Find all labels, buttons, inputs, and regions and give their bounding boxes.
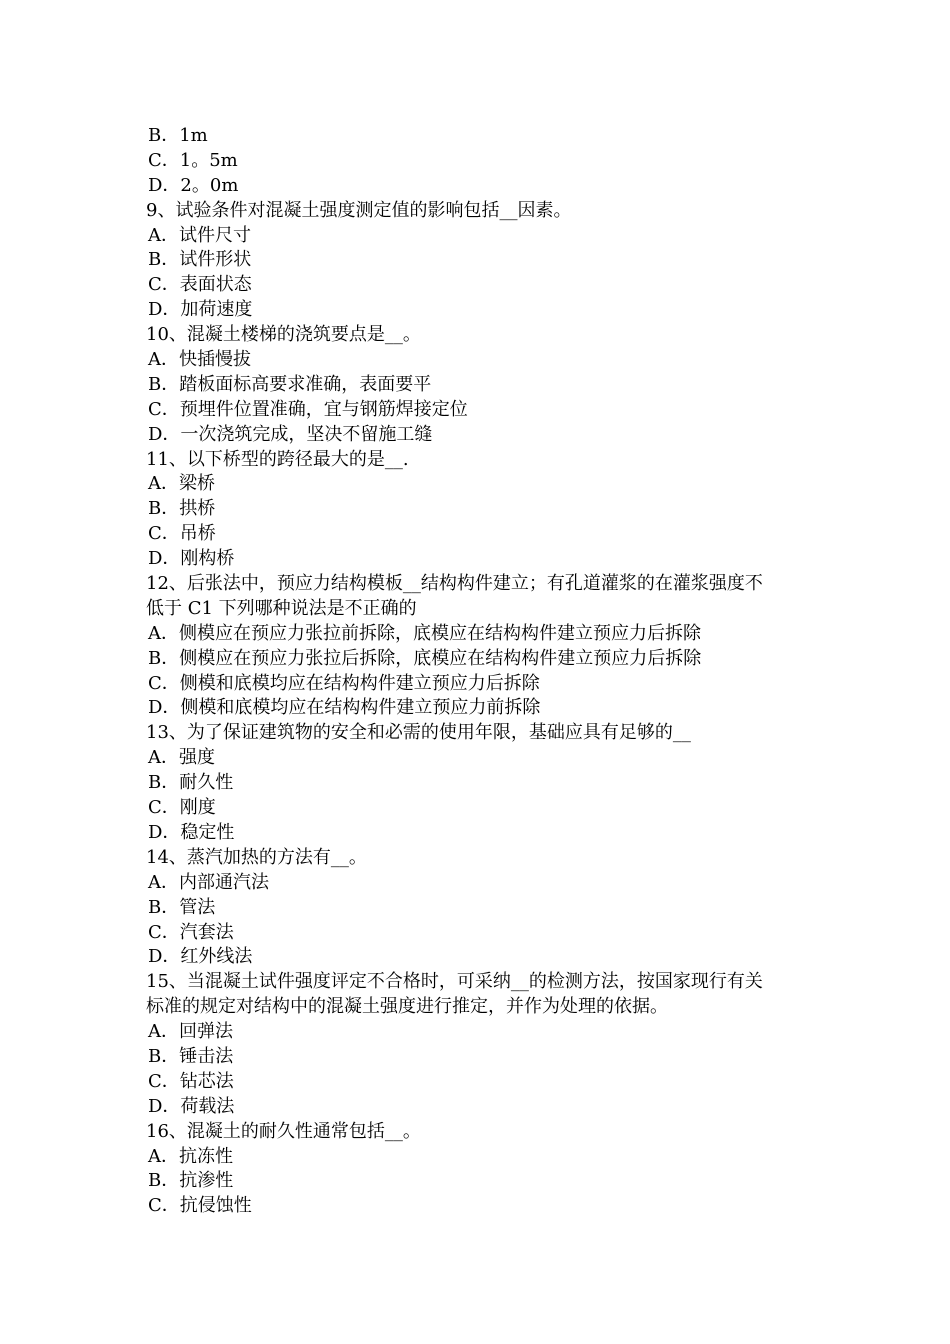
answer-option: D．红外线法 <box>148 946 253 968</box>
question-text: 10、混凝土楼梯的浇筑要点是__。 <box>146 324 421 346</box>
answer-option: B．锤击法 <box>148 1045 234 1067</box>
question-text: 14、蒸汽加热的方法有__。 <box>146 846 367 868</box>
answer-option: D．2。0m <box>148 174 239 196</box>
answer-option: A．强度 <box>148 747 215 769</box>
answer-option: B．侧模应在预应力张拉后拆除，底模应在结构构件建立预应力后拆除 <box>148 647 702 669</box>
answer-option: C．汽套法 <box>148 921 234 943</box>
answer-option: A．回弹法 <box>148 1021 233 1043</box>
answer-option: D．侧模和底模均应在结构构件建立预应力前拆除 <box>148 697 541 719</box>
answer-option: A．试件尺寸 <box>148 224 251 246</box>
answer-option: C．1。5m <box>148 149 238 171</box>
answer-option: B．抗渗性 <box>148 1170 234 1192</box>
answer-option: C．刚度 <box>148 797 216 819</box>
answer-option: A．快插慢拔 <box>148 349 251 371</box>
answer-option: B．拱桥 <box>148 498 216 520</box>
answer-option: B．试件形状 <box>148 249 252 271</box>
question-text: 11、以下桥型的跨径最大的是__. <box>146 448 409 470</box>
answer-option: A．抗冻性 <box>148 1145 233 1167</box>
answer-option: B．管法 <box>148 896 216 918</box>
answer-option: B．耐久性 <box>148 772 234 794</box>
answer-option: C．吊桥 <box>148 523 216 545</box>
question-text: 16、混凝土的耐久性通常包括__。 <box>146 1120 421 1142</box>
answer-option: B．1m <box>148 125 208 146</box>
answer-option: D．荷载法 <box>148 1095 235 1117</box>
answer-option: B．踏板面标高要求准确，表面要平 <box>148 373 432 395</box>
answer-option: C．抗侵蚀性 <box>148 1195 252 1217</box>
answer-option: D．加荷速度 <box>148 299 253 321</box>
question-text: 9、试验条件对混凝土强度测定值的影响包括__因素。 <box>146 199 572 221</box>
document-body <box>146 124 810 1219</box>
answer-option: A．梁桥 <box>148 473 215 495</box>
question-text: 12、后张法中，预应力结构模板__结构构件建立；有孔道灌浆的在灌浆强度不 <box>146 573 763 595</box>
answer-option: C．表面状态 <box>148 274 252 296</box>
question-text: 低于 C1 下列哪种说法是不正确的 <box>146 597 417 619</box>
answer-option: C．预埋件位置准确，宜与钢筋焊接定位 <box>148 398 468 420</box>
answer-option: A．侧模应在预应力张拉前拆除，底模应在结构构件建立预应力后拆除 <box>148 622 701 644</box>
question-text: 15、当混凝土试件强度评定不合格时，可采纳__的检测方法，按国家现行有关 <box>146 971 763 993</box>
answer-option: D．一次浇筑完成，坚决不留施工缝 <box>148 423 433 445</box>
answer-option: C．钻芯法 <box>148 1070 234 1092</box>
question-text: 13、为了保证建筑物的安全和必需的使用年限，基础应具有足够的__ <box>146 722 691 744</box>
answer-option: D．刚构桥 <box>148 548 235 570</box>
question-text: 标准的规定对结构中的混凝土强度进行推定，并作为处理的依据。 <box>146 996 668 1018</box>
answer-option: A．内部通汽法 <box>148 871 269 893</box>
answer-option: C．侧模和底模均应在结构构件建立预应力后拆除 <box>148 672 540 694</box>
answer-option: D．稳定性 <box>148 821 235 843</box>
